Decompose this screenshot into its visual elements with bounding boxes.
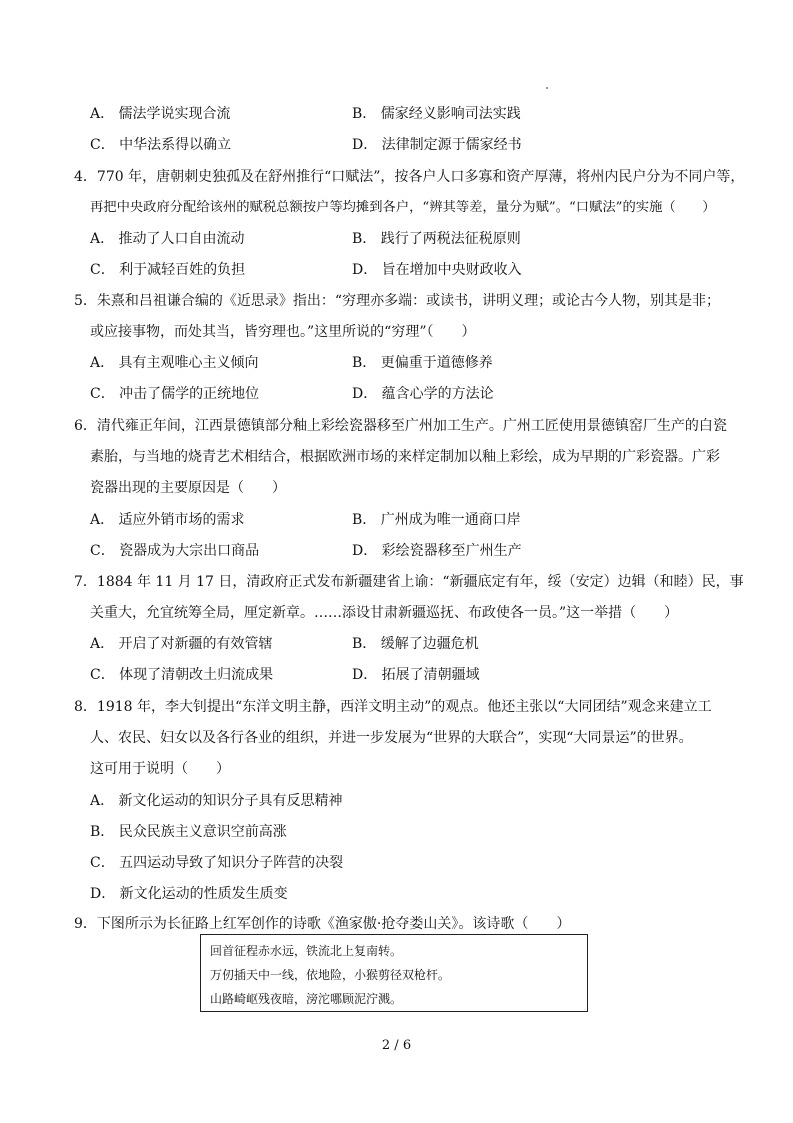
page-number: 2 / 6 xyxy=(381,1038,412,1053)
q4-option-d: D． 旨在增加中央财政收入 xyxy=(352,262,522,278)
poem-line-3: 山路崎岖残夜暗，滂沱哪顾泥泞溅。 xyxy=(210,992,403,1006)
q8-option-c: C． 五四运动导致了知识分子阵营的决裂 xyxy=(90,855,344,871)
q7-option-a: A． 开启了对新疆的有效管辖 xyxy=(90,636,273,652)
q4-option-b: B． 践行了两税法征税原则 xyxy=(352,231,521,247)
q3-option-c: C． 中华法系得以确立 xyxy=(90,137,232,153)
q4-option-a: A． 推动了人口自由流动 xyxy=(90,231,245,247)
q7-option-d: D． 拓展了清朝疆域 xyxy=(352,667,480,683)
q4-stem-line-1: 4．770 年，唐朝刺史独孤及在舒州推行“口赋法”，按各户人口多寡和资产厚薄，将州内民户分为不同户等， xyxy=(74,169,745,185)
poem-line-1: 回首征程赤水远，铁流北上复南转。 xyxy=(210,944,403,958)
q8-option-a: A． 新文化运动的知识分子具有反思精神 xyxy=(90,793,343,809)
q5-option-d: D． 蕴含心学的方法论 xyxy=(352,386,494,402)
q5-stem-line-2: 或应接事物，而处其当，皆穷理也。”这里所说的“穷理”（ ） xyxy=(90,324,476,340)
q8-stem-line-2: 人、农民、妇女以及各行各业的组织，并进一步发展为“世界的大联合”，实现“大同景运”的世界。 xyxy=(90,730,693,746)
q3-option-a: A． 儒法学说实现合流 xyxy=(90,106,231,122)
q7-stem-line-2: 关重大，允宜统筹全局，厘定新章。……添设甘肃新疆巡抚、布政使各一员。”这一举措（ ） xyxy=(90,605,679,621)
q6-option-b: B． 广州成为唯一通商口岸 xyxy=(352,512,521,528)
q7-option-c: C． 体现了清朝改土归流成果 xyxy=(90,667,274,683)
q9-stem: 9．下图所示为长征路上红军创作的诗歌《渔家傲·抢夺娄山关》。该诗歌（ ） xyxy=(74,916,571,932)
q5-option-c: C． 冲击了儒学的正统地位 xyxy=(90,386,260,402)
scan-speck xyxy=(546,87,548,89)
q6-option-a: A． 适应外销市场的需求 xyxy=(90,512,245,528)
q7-option-b: B． 缓解了边疆危机 xyxy=(352,636,479,652)
q4-stem-line-2: 再把中央政府分配给该州的赋税总额按户等均摊到各户，“辨其等差，量分为赋”。“口赋法”的实施（ ） xyxy=(90,200,716,215)
q8-option-b: B． 民众民族主义意识空前高涨 xyxy=(90,824,287,840)
q8-stem-line-3: 这可用于说明（ ） xyxy=(90,761,230,777)
q6-stem-line-3: 瓷器出现的主要原因是（ ） xyxy=(90,480,286,496)
q5-option-a: A． 具有主观唯心主义倾向 xyxy=(90,355,259,371)
q6-stem-line-1: 6．清代雍正年间，江西景德镇部分釉上彩绘瓷器移至广州加工生产。广州工匠使用景德镇窑厂生产的白瓷 xyxy=(74,418,727,434)
q6-option-d: D． 彩绘瓷器移至广州生产 xyxy=(352,543,522,559)
poem-line-2: 万仞插天中一线，依地险，小猴剪径双枪杆。 xyxy=(210,968,451,982)
q5-option-b: B． 更偏重于道德修养 xyxy=(352,355,493,371)
q8-stem-line-1: 8．1918 年，李大钊提出“东洋文明主静，西洋文明主动”的观点。他还主张以“大同团结”观念来建立工 xyxy=(74,699,712,715)
q4-option-c: C． 利于减轻百姓的负担 xyxy=(90,262,246,278)
q8-option-d: D． 新文化运动的性质发生质变 xyxy=(90,886,288,902)
poem-box xyxy=(200,934,588,1012)
q7-stem-line-1: 7．1884 年 11 月 17 日，清政府正式发布新疆建省上谕：“新疆底定有年，绥（安定）边辑（和睦）民，事 xyxy=(74,574,744,590)
q3-option-d: D． 法律制定源于儒家经书 xyxy=(352,137,522,153)
q5-stem-line-1: 5．朱熹和吕祖谦合编的《近思录》指出：“穷理亦多端：或读书，讲明义理；或论古今人物，别其是非； xyxy=(74,293,721,309)
q6-stem-line-2: 素胎，与当地的烧青艺术相结合，根据欧洲市场的来样定制加以釉上彩绘，成为早期的广彩瓷器。广彩 xyxy=(90,449,720,465)
q6-option-c: C． 瓷器成为大宗出口商品 xyxy=(90,543,260,559)
q3-option-b: B． 儒家经义影响司法实践 xyxy=(352,106,521,122)
